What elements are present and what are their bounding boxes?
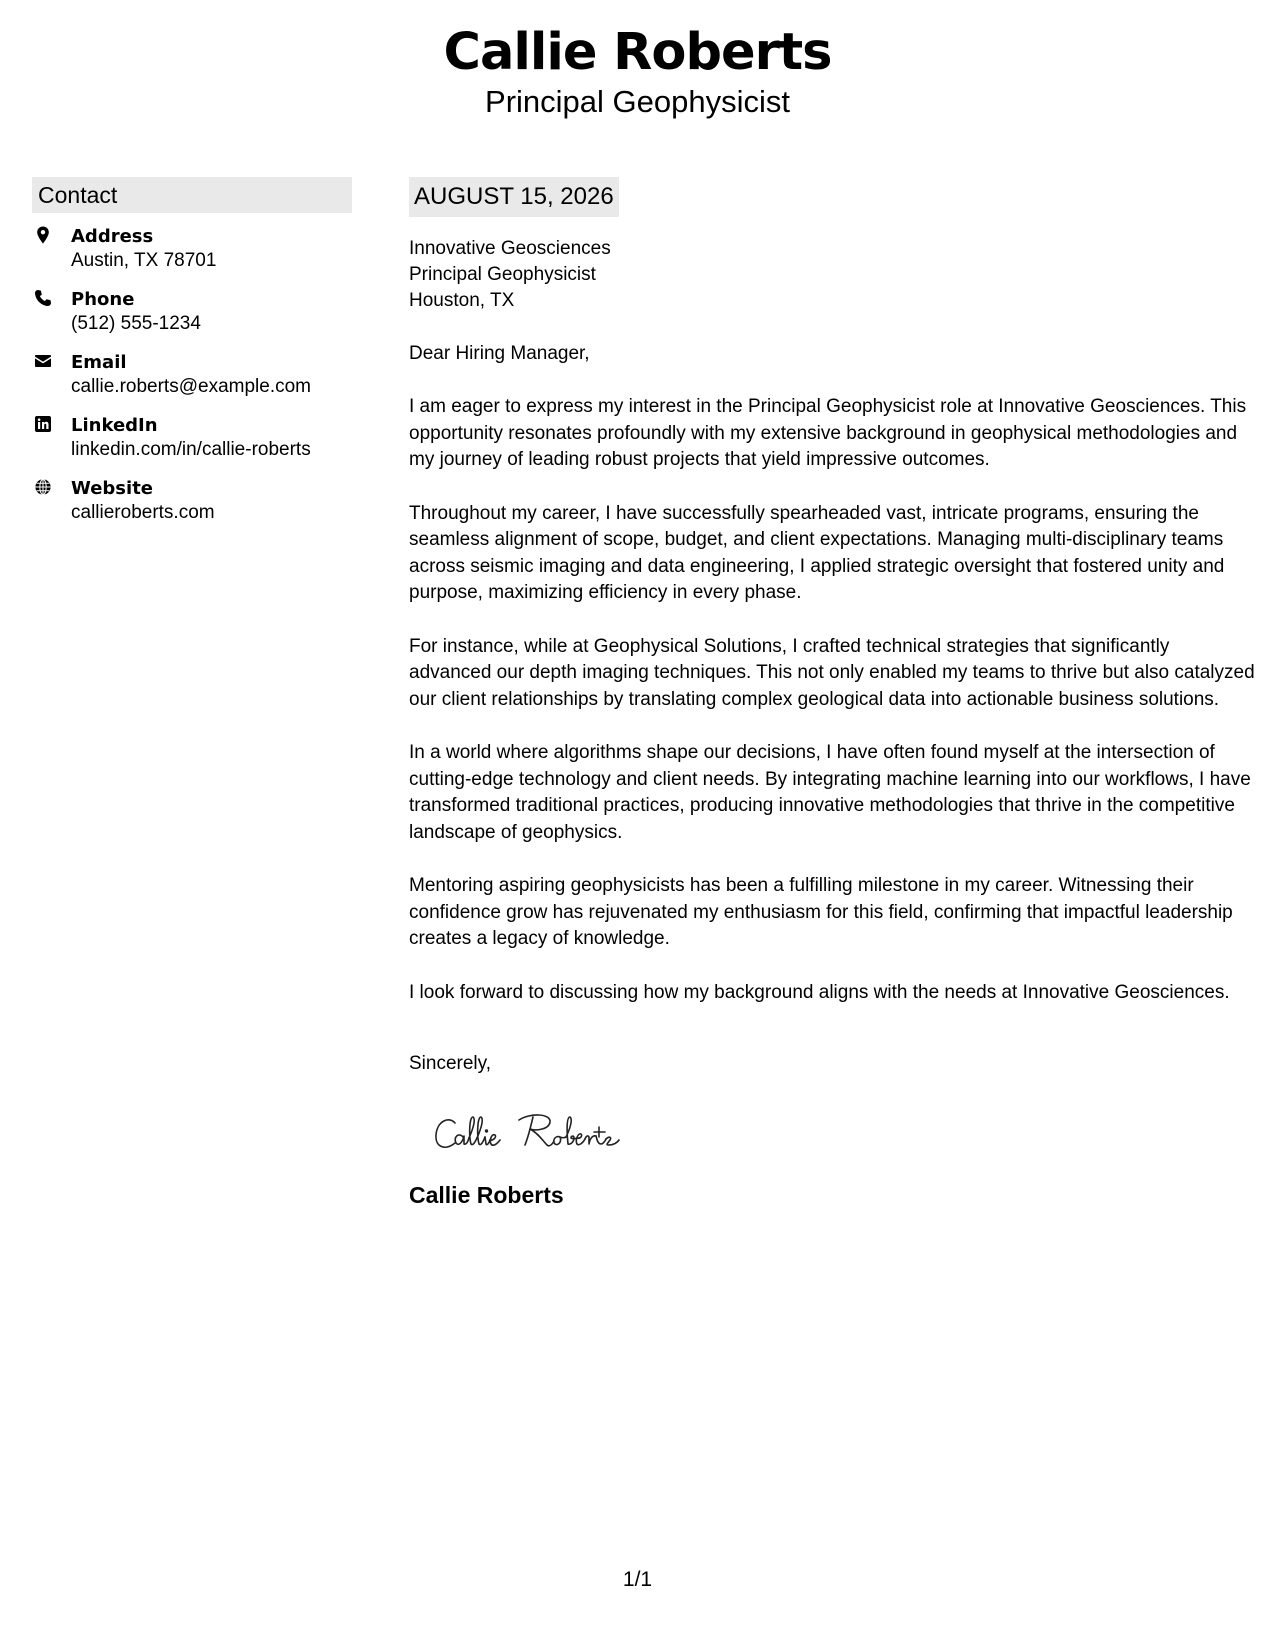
contact-value: (512) 555-1234 [71,313,201,334]
contact-value: callie.roberts@example.com [71,376,311,397]
envelope-icon [34,352,52,370]
contact-value: linkedin.com/in/callie-roberts [71,439,311,460]
linkedin-icon [34,415,52,433]
contact-label: Website [71,478,154,499]
handwritten-signature [433,1107,693,1159]
contact-label: Phone [71,289,135,310]
contact-label: LinkedIn [71,415,158,436]
applicant-title: Principal Geophysicist [485,84,790,119]
recipient-block [409,236,1255,314]
letter-date: AUGUST 15, 2026 [409,177,619,217]
letter-paragraph: I look forward to discussing how my background aligns with the needs at Innovative Geosciences. [409,981,1230,1003]
contact-sidebar [32,177,352,540]
letter-paragraph: For instance, while at Geophysical Solutions, I crafted technical strategies that significantly advanced our depth imaging techniques. This not only enabled my teams to thrive but also catalyzed our client relationships by translating complex geological data into actionable business solutions. [409,635,1255,710]
recipient-location: Houston, TX [409,290,515,311]
phone-icon [34,289,52,307]
contact-label: Email [71,352,127,373]
contact-value: callieroberts.com [71,502,215,523]
contact-item-email [32,351,352,414]
signer-name: Callie Roberts [409,1182,564,1208]
contact-item-linkedin [32,414,352,477]
letter-paragraph: In a world where algorithms shape our decisions, I have often found myself at the intersection of cutting-edge technology and client needs. By integrating machine learning into our workflows, I have transformed traditional practices, producing innovative methodologies that thrive in the competitive landscape of geophysics. [409,742,1251,843]
contact-label: Address [71,226,154,247]
contact-item-website [32,477,352,540]
contact-list [32,225,352,540]
applicant-name: Callie Roberts [443,23,832,82]
contact-item-address [32,225,352,288]
globe-icon [34,478,52,496]
page-number: 1/1 [622,1568,653,1591]
recipient-company: Innovative Geosciences [409,238,611,259]
contact-heading: Contact [32,177,352,213]
salutation: Dear Hiring Manager, [409,343,590,364]
contact-value: Austin, TX 78701 [71,250,217,271]
map-pin-icon [34,226,52,244]
contact-item-phone [32,288,352,351]
letter-paragraph: I am eager to express my interest in the Principal Geophysicist role at Innovative Geosciences. This opportunity resonates profoundly with my extensive background in geophysical methodologies and my journey of leading robust projects that yield impressive outcomes. [409,396,1247,470]
resume-header [0,22,1275,120]
letter-paragraph: Mentoring aspiring geophysicists has been a fulfilling milestone in my career. Witnessing their confidence grow has rejuvenated my enthusiasm for this field, confirming that impactful leadership creates a legacy of knowledge. [409,875,1233,949]
recipient-position: Principal Geophysicist [409,264,596,285]
letter-paragraph: Throughout my career, I have successfully spearheaded vast, intricate programs, ensuring the seamless alignment of scope, budget, and client expectations. Managing multi-disciplinary teams across seismic imaging and data engineering, I applied strategic oversight that fostered unity and purpose, maximizing efficiency in every phase. [409,502,1225,603]
cover-letter [409,177,1255,1209]
closing: Sincerely, [409,1053,492,1074]
